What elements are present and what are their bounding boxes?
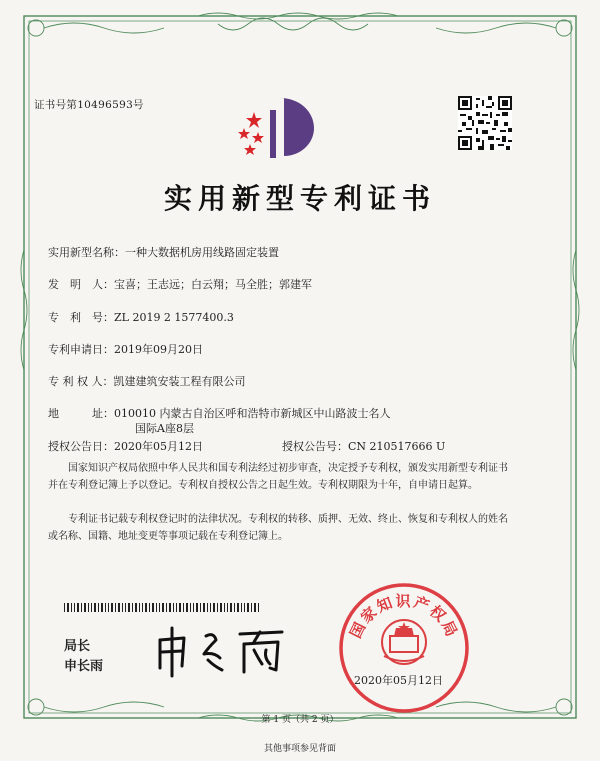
certificate-title: 实用新型专利证书 [163, 182, 436, 215]
signatory-name: 申长雨 [64, 659, 104, 674]
qr-code [458, 96, 512, 150]
patentee-value: 凯建建筑安装工程有限公司 [113, 375, 246, 388]
inventor-row [48, 276, 312, 292]
address-line-2: 国际A座8层 [135, 422, 194, 435]
grant-number-row [282, 438, 445, 454]
patent-office-logo [236, 92, 324, 162]
barcode [64, 597, 259, 606]
grant-date-label: 授权公告日： [48, 440, 114, 453]
patent-number-row [48, 309, 234, 325]
certificate-number: 证书号第10496593号 [34, 99, 144, 111]
filing-date-row [48, 341, 203, 357]
address-label: 地 址： [48, 407, 114, 420]
handwritten-signature [150, 620, 300, 680]
page-indicator: 第 1 页（共 2 页） [261, 715, 339, 725]
address-line-1: 010010 内蒙古自治区呼和浩特市新城区中山路波士名人 [114, 407, 391, 420]
seal-date: 2020年05月12日 [354, 674, 443, 687]
utility-model-name-row [48, 244, 279, 260]
legal-status-paragraph: 专利证书记载专利权登记时的法律状况。专利权的转移、质押、无效、终止、恢复和专利权人的姓名或名称、国籍、地址变更等事项记载在专利登记簿上。 [48, 514, 508, 542]
inventor-label: 发 明 人： [48, 278, 114, 291]
grant-date-row [48, 438, 203, 454]
signatory-title: 局长 [64, 639, 91, 654]
grant-number-label: 授权公告号： [282, 440, 348, 453]
patentee-label: 专 利 权 人： [48, 375, 114, 388]
utility-model-name-label: 实用新型名称： [48, 246, 125, 259]
patent-number-value: ZL 2019 2 1577400.3 [114, 311, 234, 324]
filing-date-label: 专利申请日： [48, 343, 114, 356]
utility-model-name-value: 一种大数据机房用线路固定装置 [125, 246, 279, 259]
grant-date-value: 2020年05月12日 [114, 440, 203, 453]
address-row [48, 405, 391, 421]
official-seal [336, 580, 472, 716]
patentee-row [48, 373, 246, 389]
footer-note: 其他事项参见背面 [263, 744, 336, 754]
inventor-value: 宝喜；王志远；白云翔；马全胜；郭建军 [114, 278, 312, 291]
patent-number-label: 专 利 号： [48, 311, 114, 324]
svg-text:国家知识产权局: 国家知识产权局 [346, 592, 462, 642]
grant-number-value: CN 210517666 U [348, 440, 446, 453]
decision-paragraph: 国家知识产权局依照中华人民共和国专利法经过初步审查，决定授予专利权，颁发实用新型专利证书并在专利登记簿上予以登记。专利权自授权公告之日起生效。专利权期限为十年，自申请日起算。 [48, 463, 508, 491]
address-row-2 [135, 420, 194, 436]
filing-date-value: 2019年09月20日 [114, 343, 203, 356]
